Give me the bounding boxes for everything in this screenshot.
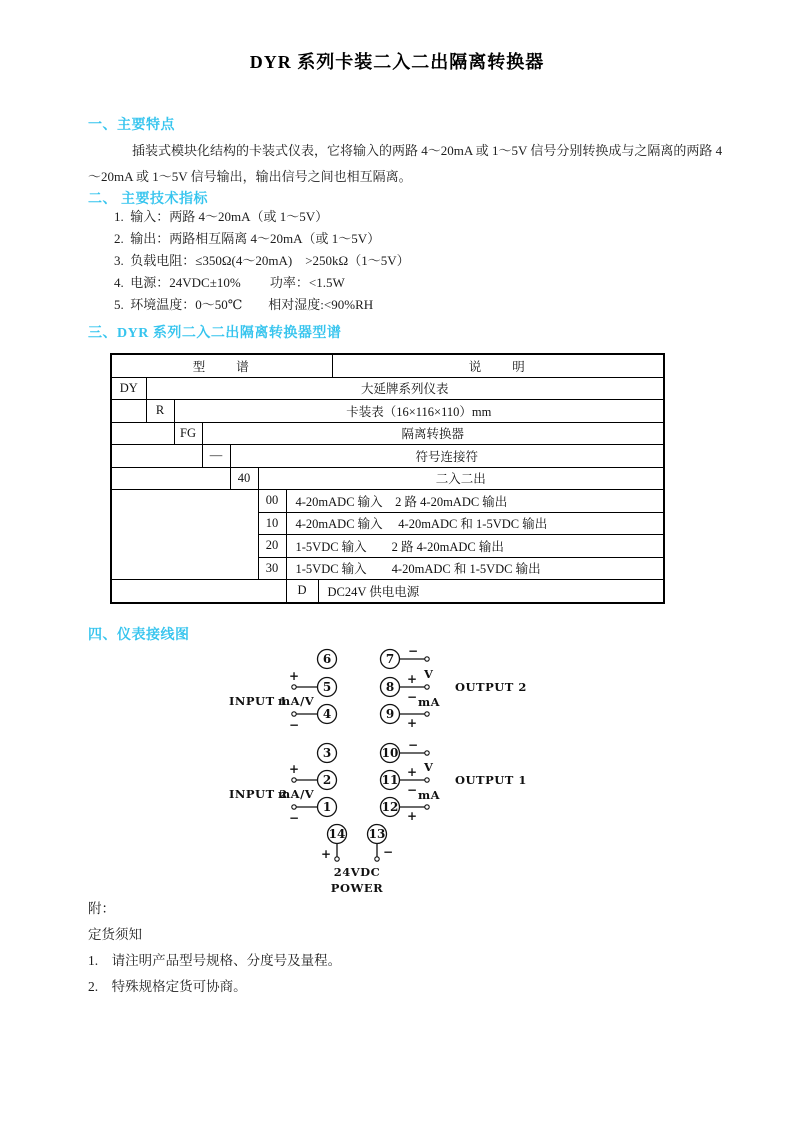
spec-item-power: 4. 电源：24VDC±10% 功率：<1.5W bbox=[114, 275, 345, 290]
terminal-number: 12 bbox=[381, 800, 399, 814]
volt-label: V bbox=[424, 760, 434, 774]
plus-sign: + bbox=[406, 672, 418, 686]
appendix-note-label: 附： bbox=[88, 901, 115, 916]
minus-sign: − bbox=[407, 738, 419, 752]
empty-cell bbox=[111, 467, 230, 490]
code-cell-30: 30 bbox=[258, 557, 286, 580]
terminal-number: 14 bbox=[328, 827, 346, 841]
code-cell-d: D bbox=[286, 580, 318, 603]
terminal-number: 7 bbox=[385, 652, 395, 666]
header-description: 说 明 bbox=[332, 354, 664, 377]
spec-item-output: 2. 输出：两路相互隔离 4～20mA（或 1～5V） bbox=[114, 231, 381, 246]
wire-end bbox=[425, 778, 429, 782]
wiring-diagram bbox=[220, 646, 530, 906]
terminal-number: 2 bbox=[322, 773, 332, 787]
wire-end bbox=[375, 857, 379, 861]
input2-label: INPUT 2 bbox=[229, 787, 288, 801]
empty-cell bbox=[111, 422, 174, 445]
header-model-spectrum: 型 谱 bbox=[111, 354, 332, 377]
desc-cell-dy: 大延牌系列仪表 bbox=[146, 377, 664, 400]
input1-label: INPUT 1 bbox=[229, 694, 288, 708]
desc-cell-fg: 隔离转换器 bbox=[202, 422, 664, 445]
mav-label: mA/V bbox=[278, 694, 315, 708]
table-row bbox=[111, 467, 664, 490]
minus-sign: − bbox=[288, 718, 300, 732]
plus-sign: + bbox=[288, 762, 300, 776]
minus-sign: − bbox=[407, 646, 419, 658]
terminal-number: 3 bbox=[322, 746, 332, 760]
minus-sign: − bbox=[382, 845, 394, 859]
plus-sign: + bbox=[288, 669, 300, 683]
wire-end bbox=[425, 712, 429, 716]
empty-cell bbox=[111, 490, 258, 580]
wire-end bbox=[425, 751, 429, 755]
terminal-number: 1 bbox=[322, 800, 332, 814]
empty-cell bbox=[111, 580, 286, 603]
plus-sign: + bbox=[320, 847, 332, 861]
terminal-number: 11 bbox=[381, 773, 399, 787]
terminal-number: 4 bbox=[322, 707, 332, 721]
code-cell-dy: DY bbox=[111, 377, 146, 400]
volt-label: V bbox=[424, 667, 434, 681]
section-1-heading: 一、主要特点 bbox=[88, 118, 175, 133]
power-voltage-label: 24VDC bbox=[333, 865, 381, 879]
appendix-subtitle: 定货须知 bbox=[88, 927, 142, 942]
milliamp-label: mA bbox=[418, 695, 441, 709]
table-row bbox=[111, 490, 664, 513]
desc-cell-d: DC24V 供电电源 bbox=[318, 580, 664, 603]
wire-end bbox=[292, 685, 296, 689]
terminal-number: 13 bbox=[368, 827, 386, 841]
appendix bbox=[88, 896, 341, 1000]
code-cell-20: 20 bbox=[258, 535, 286, 558]
wire-end bbox=[292, 778, 296, 782]
minus-sign: − bbox=[288, 811, 300, 825]
page-title: DYR 系列卡装二入二出隔离转换器 bbox=[249, 52, 545, 72]
model-spectrum-table bbox=[110, 353, 665, 604]
desc-cell-dash: 符号连接符 bbox=[230, 445, 664, 468]
code-cell-r: R bbox=[146, 400, 174, 423]
table-row bbox=[111, 400, 664, 423]
terminal-number: 5 bbox=[322, 680, 332, 694]
power-label: POWER bbox=[330, 881, 384, 895]
table-row bbox=[111, 422, 664, 445]
desc-cell-20: 1-5VDC 输入 2 路 4-20mADC 输出 bbox=[286, 535, 664, 558]
wire-end bbox=[335, 857, 339, 861]
spec-item-load-resistance: 3. 负载电阻：≤350Ω(4～20mA) >250kΩ（1～5V） bbox=[114, 253, 410, 268]
table-row bbox=[111, 580, 664, 603]
terminal-number: 9 bbox=[385, 707, 395, 721]
milliamp-label: mA bbox=[418, 788, 441, 802]
plus-sign: + bbox=[406, 765, 418, 779]
code-cell-fg: FG bbox=[174, 422, 202, 445]
mav-label: mA/V bbox=[278, 787, 315, 801]
section-2-heading: 二、 主要技术指标 bbox=[88, 192, 208, 207]
spec-item-environment: 5. 环境温度：0～50℃ 相对湿度:<90%RH bbox=[114, 297, 374, 312]
minus-sign: − bbox=[406, 690, 418, 704]
desc-cell-r: 卡装表（16×116×110）mm bbox=[174, 400, 664, 423]
code-cell-00: 00 bbox=[258, 490, 286, 513]
desc-cell-40: 二入二出 bbox=[258, 467, 664, 490]
desc-cell-00: 4-20mADC 输入 2 路 4-20mADC 输出 bbox=[286, 490, 664, 513]
desc-cell-30: 1-5VDC 输入 4-20mADC 和 1-5VDC 输出 bbox=[286, 557, 664, 580]
wire-end bbox=[425, 685, 429, 689]
appendix-item: 1. 请注明产品型号规格、分度号及量程。 bbox=[88, 953, 342, 968]
wire-end bbox=[292, 805, 296, 809]
output2-label: OUTPUT 2 bbox=[455, 680, 527, 694]
section-3-heading: 三、DYR 系列二入二出隔离转换器型谱 bbox=[88, 326, 342, 341]
appendix-item: 2. 特殊规格定货可协商。 bbox=[88, 979, 247, 994]
section-1-paragraph: 插装式模块化结构的卡装式仪表，它将输入的两路 4～20mA 或 1～5V 信号分别转换成与之隔离的两路 4～20mA 或 1～5V 信号输出，输出信号之间也相互隔离。 bbox=[88, 143, 723, 184]
plus-sign: + bbox=[406, 809, 418, 823]
table-header-row bbox=[111, 354, 664, 377]
table-row bbox=[111, 445, 664, 468]
spec-list bbox=[114, 206, 410, 316]
spec-item-input: 1. 输入：两路 4～20mA（或 1～5V） bbox=[114, 209, 329, 224]
wire-end bbox=[292, 712, 296, 716]
code-cell-dash: — bbox=[202, 445, 230, 468]
desc-cell-10: 4-20mADC 输入 4-20mADC 和 1-5VDC 输出 bbox=[286, 512, 664, 535]
wire-end bbox=[425, 805, 429, 809]
terminal-number: 6 bbox=[322, 652, 332, 666]
terminal-number: 10 bbox=[381, 746, 399, 760]
wire-end bbox=[425, 657, 429, 661]
empty-cell bbox=[111, 445, 202, 468]
table-row bbox=[111, 377, 664, 400]
code-cell-40: 40 bbox=[230, 467, 258, 490]
plus-sign: + bbox=[406, 716, 418, 730]
output1-label: OUTPUT 1 bbox=[455, 773, 527, 787]
minus-sign: − bbox=[406, 783, 418, 797]
terminal-number: 8 bbox=[385, 680, 395, 694]
code-cell-10: 10 bbox=[258, 512, 286, 535]
section-4-heading: 四、仪表接线图 bbox=[88, 628, 190, 643]
empty-cell bbox=[111, 400, 146, 423]
